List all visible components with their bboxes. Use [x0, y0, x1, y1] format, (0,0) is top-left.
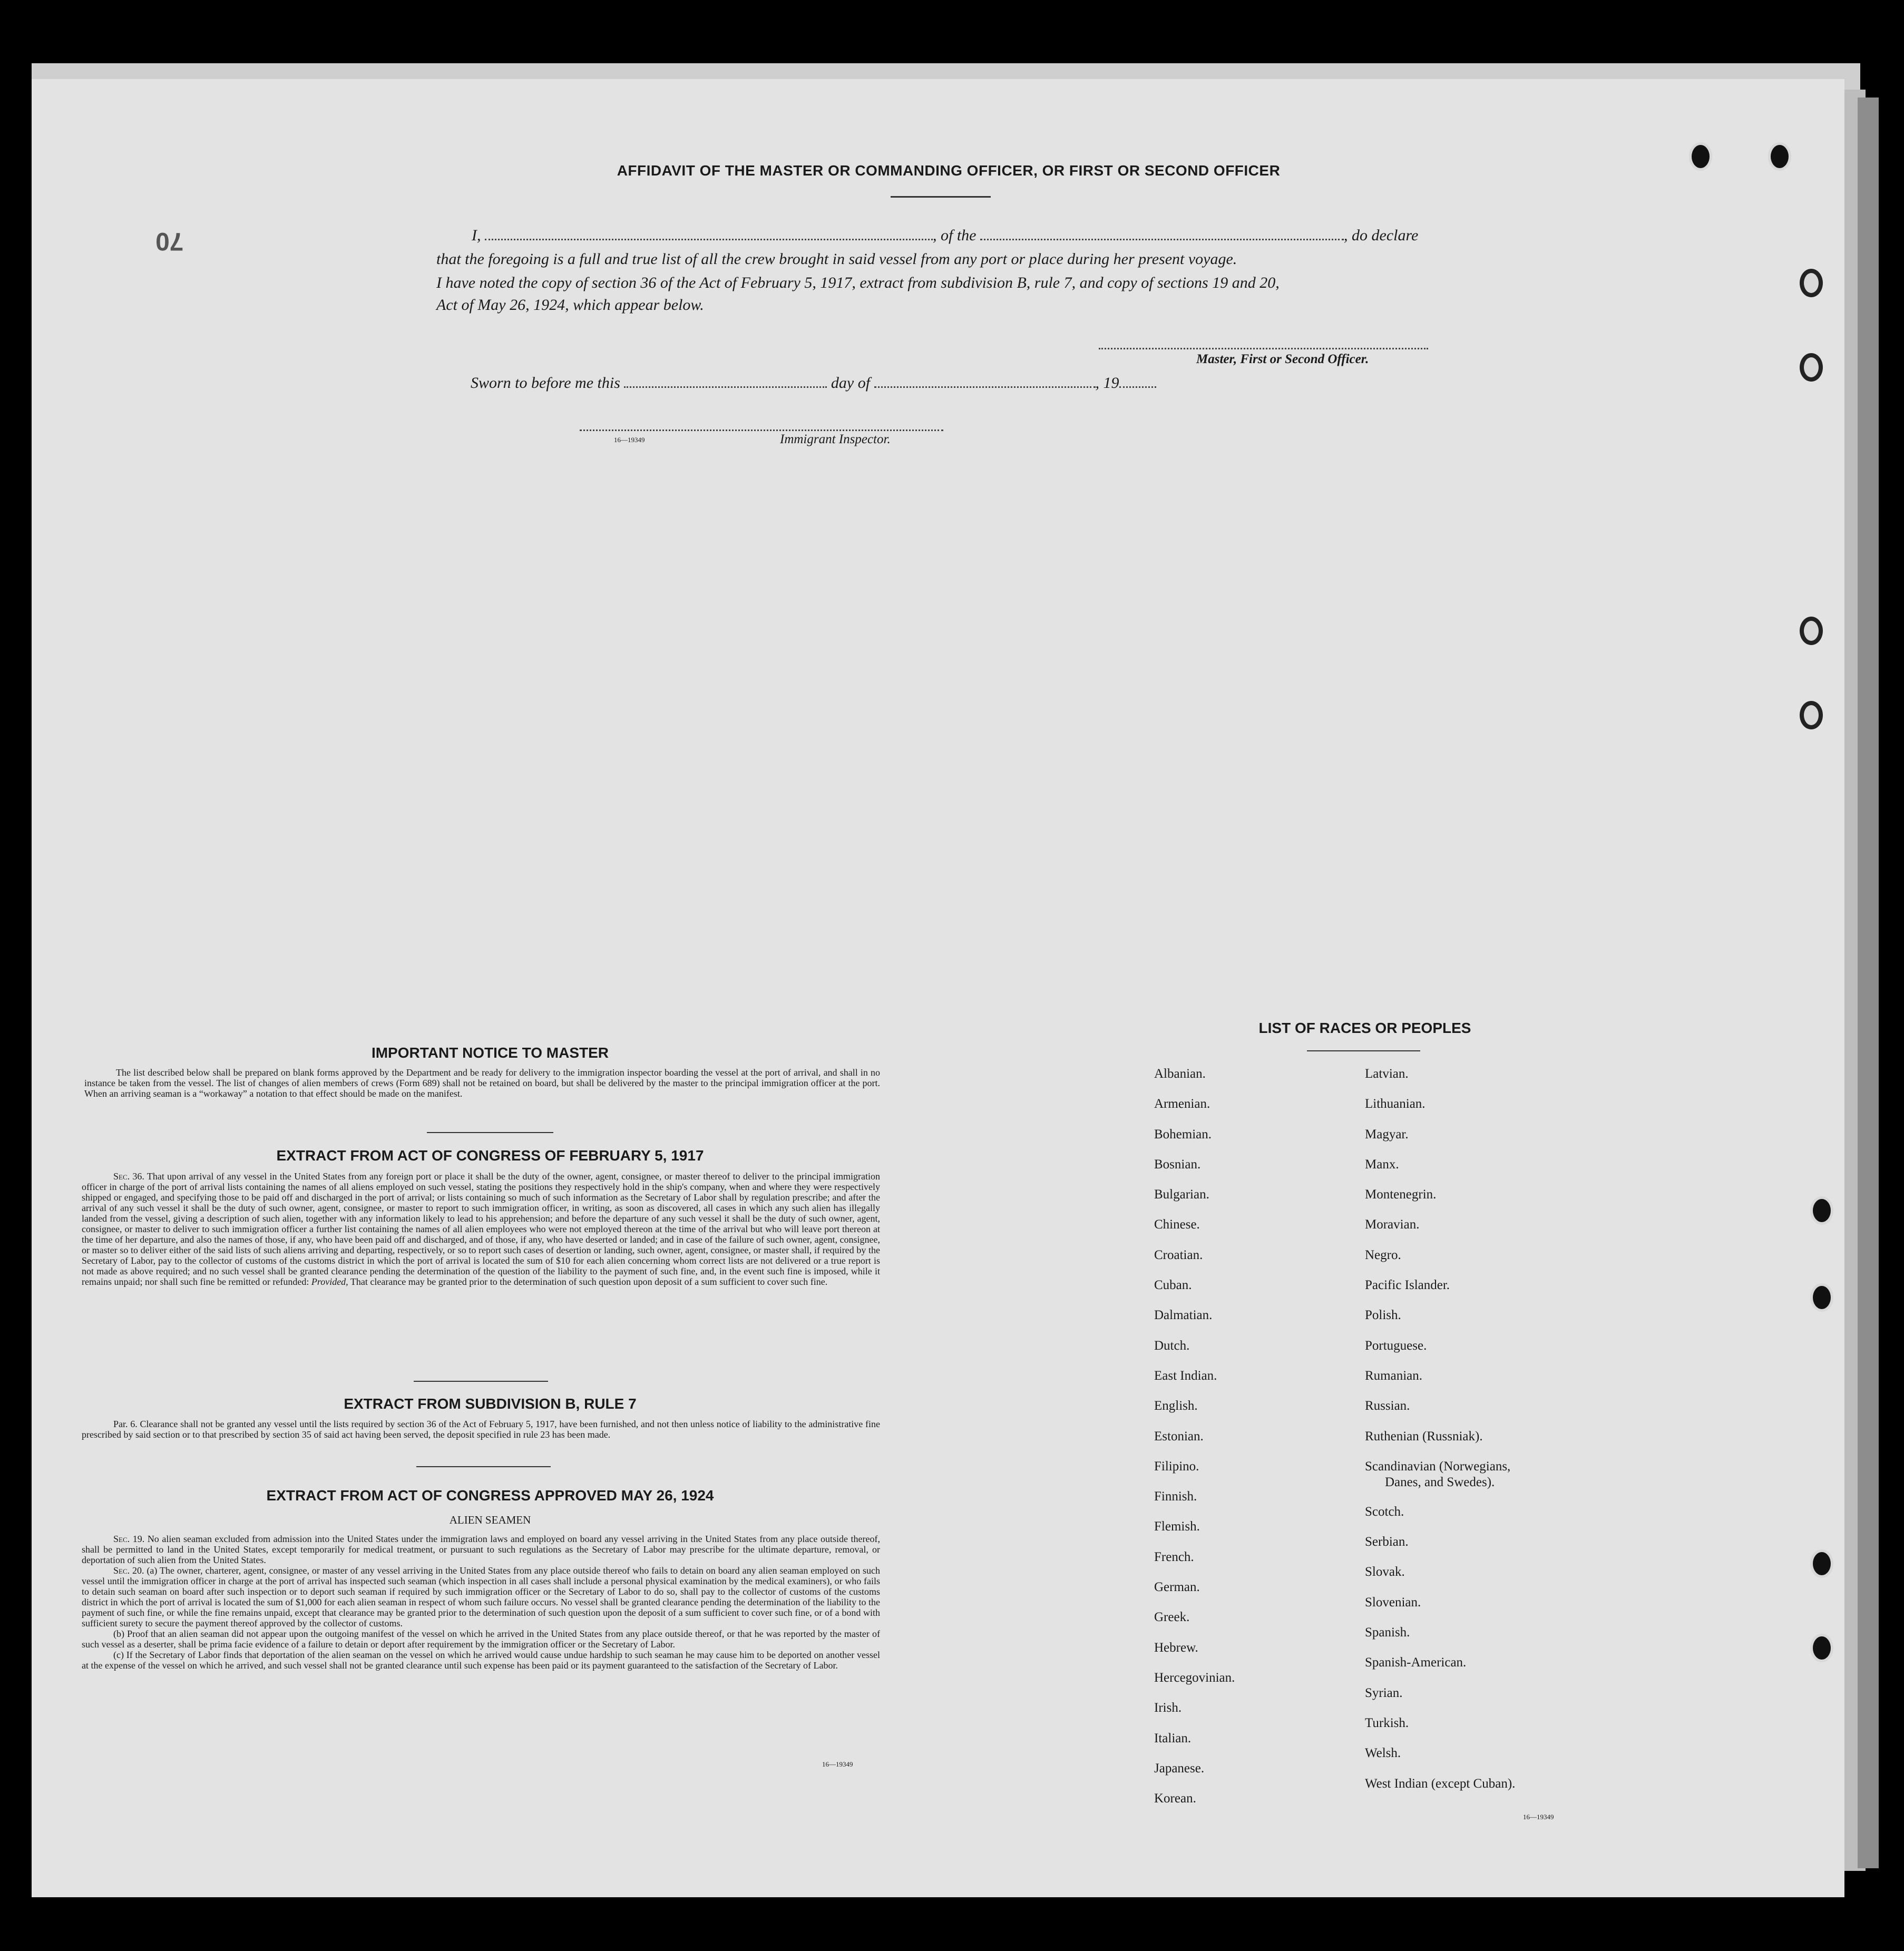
race-item: Bohemian. — [1154, 1127, 1212, 1142]
proviso-text: That clearance may be granted prior to the determination of such question upon deposit of a sum sufficient to cover such fine. — [350, 1276, 828, 1287]
race-item: Russian. — [1365, 1399, 1410, 1413]
sec-19 — [82, 1534, 880, 1565]
race-item: Hercegovinian. — [1154, 1670, 1235, 1685]
sworn-month-blank[interactable] — [874, 386, 1096, 388]
alien-seamen-subtitle: ALIEN SEAMEN — [449, 1514, 531, 1526]
affidavit-declare: , do declare — [1344, 227, 1419, 244]
race-item: Montenegrin. — [1365, 1187, 1437, 1202]
race-item: Magyar. — [1365, 1127, 1409, 1142]
extract-1924-title: EXTRACT FROM ACT OF CONGRESS APPROVED MAY 26, 1924 — [266, 1487, 714, 1504]
race-item: Bulgarian. — [1154, 1187, 1209, 1202]
races-column-2 — [1365, 1066, 1515, 1806]
sec-19-label: Sec. 19. — [113, 1534, 145, 1544]
race-item: Polish. — [1365, 1308, 1401, 1323]
vessel-blank[interactable] — [980, 239, 1344, 240]
race-item: Portuguese. — [1365, 1338, 1427, 1353]
punch-hole-icon — [1768, 142, 1791, 171]
race-item: Rumanian. — [1365, 1368, 1423, 1383]
race-item: Irish. — [1154, 1701, 1182, 1715]
race-item: Bosnian. — [1154, 1157, 1201, 1172]
race-item: Chinese. — [1154, 1217, 1200, 1232]
races-form-number: 16—19349 — [1523, 1813, 1554, 1821]
extract-1924-text — [82, 1534, 880, 1671]
affidavit-line-2: that the foregoing is a full and true list of all the crew brought in said vessel from any port or place during her present voyage. — [436, 250, 1237, 268]
margin-mark: 70 — [155, 227, 184, 255]
race-item: Filipino. — [1154, 1459, 1199, 1474]
race-item: Armenian. — [1154, 1097, 1210, 1111]
affidavit-i: I, — [472, 227, 481, 244]
race-item: Albanian. — [1154, 1067, 1206, 1081]
sec-20a-body: (a) The owner, charterer, agent, consignee, or master of any vessel arriving in the United States from any place outside thereof who fails to detain on board any alien seaman employed on such vessel until the immigration officer in charge at the port of arrival has inspected such seaman (which inspection in all cases shall include a personal physical examination by the medical examiners), or who fails to detain such seaman on board after such inspection or to deport such seaman if required by such immigration officer or the Secretary of Labor to do so, shall pay to the collector of customs of the customs district in which the port of arrival is located the sum of $1,000 for each alien seaman in respect of whom such failure occurs. No vessel shall be granted clearance pending the determination of the liability to the payment of such fine, or while the fine remains unpaid, except that clearance may be granted prior to the determination of such question upon the deposit of a sum sufficient to cover such fine, or of a bond with sufficient surety to secure the payment thereof approved by the collector of customs. — [82, 1565, 881, 1628]
race-item: French. — [1154, 1549, 1194, 1564]
race-item-scandinavian: Scandinavian (Norwegians, — [1365, 1459, 1511, 1474]
section-divider — [416, 1466, 551, 1467]
rule7-title: EXTRACT FROM SUBDIVISION B, RULE 7 — [344, 1396, 637, 1412]
sec-19-body: No alien seaman excluded from admission into the United States under the immigration laws and employed on board any vessel arriving in the United States from any place outside thereof, shall be permitted to land in the United States, except temporarily for medical treatment, or pursuant to such regulations as the Secretary of Labor may prescribe for the ultimate departure, removal, or deportation of such alien from the United States. — [82, 1534, 881, 1565]
races-divider — [1307, 1050, 1420, 1051]
extract-1917-title: EXTRACT FROM ACT OF CONGRESS OF FEBRUARY 5, 1917 — [276, 1147, 704, 1164]
sec-36-label: Sec. 36. — [113, 1171, 144, 1182]
race-item: Spanish-American. — [1365, 1655, 1467, 1670]
race-item: Negro. — [1365, 1247, 1401, 1262]
punch-hole-icon — [1810, 1283, 1833, 1312]
master-signature-line[interactable] — [1099, 348, 1428, 350]
race-item: Estonian. — [1154, 1429, 1204, 1443]
punch-hole-icon — [1689, 142, 1712, 171]
proviso-word: Provided, — [311, 1276, 348, 1287]
race-item: Greek. — [1154, 1610, 1190, 1625]
section-divider — [427, 1132, 553, 1133]
race-item: Flemish. — [1154, 1519, 1200, 1534]
sworn-year: , 19 — [1095, 374, 1119, 392]
sworn-day-blank[interactable] — [624, 386, 827, 388]
sworn-year-blank[interactable] — [1119, 386, 1156, 388]
race-item: Croatian. — [1154, 1247, 1203, 1262]
affidavit-title: AFFIDAVIT OF THE MASTER OR COMMANDING OFFICER, OR FIRST OR SECOND OFFICER — [617, 162, 1281, 179]
race-item: Syrian. — [1365, 1685, 1403, 1700]
notice-text: The list described below shall be prepared on blank forms approved by the Department and be ready for delivery to the immigration inspector boarding the vessel at the port of arrival, and shall in no instance be taken from the vessel. The list of changes of alien members of crews (Form 689) shall not be retained on board, but shall be delivered by the master to the principal immigration officer at the port. When an arriving seaman is a “workaway” a notation to that effect should be made on the manifest. — [84, 1067, 880, 1099]
binder-ring-icon — [1800, 617, 1823, 645]
sec-20a — [82, 1565, 880, 1628]
race-item: Italian. — [1154, 1731, 1192, 1745]
master-signature-label: Master, First or Second Officer. — [1196, 352, 1369, 366]
race-item: English. — [1154, 1399, 1198, 1413]
race-item: German. — [1154, 1580, 1200, 1595]
race-item: Japanese. — [1154, 1761, 1205, 1776]
race-item: Korean. — [1154, 1791, 1196, 1806]
sworn-day-of: day of — [831, 374, 871, 392]
race-item: East Indian. — [1154, 1368, 1217, 1383]
race-item: Dutch. — [1154, 1338, 1190, 1353]
punch-hole-icon — [1810, 1634, 1833, 1662]
race-item: Lithuanian. — [1365, 1097, 1425, 1111]
form-number: 16—19349 — [614, 436, 645, 444]
race-item: Welsh. — [1365, 1746, 1401, 1761]
race-item: Spanish. — [1365, 1625, 1410, 1640]
sworn-label: Sworn to before me this — [471, 374, 620, 392]
binder-ring-icon — [1800, 269, 1823, 297]
affidavit-line-3: I have noted the copy of section 36 of the Act of February 5, 1917, extract from subdivision B, rule 7, and copy of sections 19 and 20, — [436, 274, 1280, 291]
paper-edge-shadow — [1858, 97, 1879, 1868]
race-item: Dalmatian. — [1154, 1308, 1213, 1323]
affidavit-line-4: Act of May 26, 1924, which appear below. — [436, 296, 704, 314]
race-item: Manx. — [1365, 1157, 1399, 1172]
form-number-bottom: 16—19349 — [822, 1760, 853, 1768]
sec-36-body: That upon arrival of any vessel in the United States from any foreign port or place it shall be the duty of the owner, agent, consignee, or master thereof to deliver to the principal immigration officer in charge of the port of arrival lists containing the names of all aliens employed on such vessel, stating the positions they respectively hold in the ship's company, when and where they were respectively shipped or engaged, and specifying those to be paid off and discharged in the port of arrival; or lists containing so much of such information as the Secretary of Labor shall by regulation prescribe; and after the arrival of any such vessel it shall be the duty of such owner, agent, consignee, or master to report to such immigration officer, in writing, as soon as discovered, all cases in which any such alien has illegally landed from the vessel, giving a description of such alien, together with any information likely to lead to his apprehension; and before the departure of any such vessel it shall be the duty of such owner, agent, consignee, or master to deliver to such immigration officer a further list containing the names of all alien employees who were not employed thereon at the time of the arrival but who will leave port thereon at the time of her departure, and also the names of those, if any, who have been paid off and discharged, and of those, if any, who have deserted or landed; and in case of the failure of such owner, agent, consignee, or master so to deliver either of the said lists of such aliens arriving and departing, respectively, or so to report such cases of desertion or landing, such owner, agent, consignee, or master shall, if required by the Secretary of Labor, pay to the collector of customs of the customs district in which the port of arrival is located the sum of $10 for each alien concerning whom correct lists are not delivered or a true report is not made as above required; and no such vessel shall be granted clearance pending the determination of the question of the liability to the payment of such fine, and, in the event such fine is imposed, while it remains unpaid; nor shall such fine be remitted or refunded: — [82, 1171, 881, 1287]
race-item: West Indian (except Cuban). — [1365, 1776, 1516, 1791]
sec-20-label: Sec. 20. — [113, 1565, 144, 1576]
notice-title: IMPORTANT NOTICE TO MASTER — [371, 1045, 609, 1061]
race-item: Slovenian. — [1365, 1595, 1421, 1609]
race-item: Moravian. — [1365, 1217, 1420, 1232]
binder-ring-icon — [1800, 353, 1823, 382]
race-item — [1365, 1459, 1515, 1504]
race-item-scandinavian-cont: Danes, and Swedes). — [1385, 1475, 1495, 1489]
name-blank[interactable] — [485, 239, 933, 240]
sworn-line — [471, 374, 1156, 392]
rule7-text: Par. 6. Clearance shall not be granted any vessel until the lists required by section 36 of the Act of February 5, 1917, have been furnished, and not then unless notice of liability to the administrative fine prescribed by said section or to that prescribed by section 35 of said act having been served, the deposit specified in rule 23 has been made. — [82, 1419, 880, 1440]
affidavit-line-1 — [472, 227, 1418, 245]
race-item: Latvian. — [1365, 1067, 1409, 1081]
sec-20c: (c) If the Secretary of Labor finds that deportation of the alien seaman on the vessel on which he arrived would cause undue hardship to such seaman he may cause him to be deported on another vessel at the expense of the vessel on which he arrived, and such vessel shall not be granted clearance until such expense has been paid or its payment guaranteed to the satisfaction of the Secretary of Labor. — [82, 1650, 880, 1671]
section-divider — [414, 1381, 548, 1382]
inspector-signature-label: Immigrant Inspector. — [780, 432, 891, 446]
race-item: Hebrew. — [1154, 1640, 1198, 1655]
race-item: Serbian. — [1365, 1535, 1409, 1549]
race-item: Ruthenian (Russniak). — [1365, 1429, 1483, 1443]
extract-1917-text — [82, 1171, 880, 1287]
races-column-1 — [1154, 1066, 1235, 1821]
races-title: LIST OF RACES OR PEOPLES — [1258, 1020, 1471, 1036]
affidavit-of-the: , of the — [933, 227, 977, 244]
race-item: Turkish. — [1365, 1715, 1409, 1730]
race-item: Cuban. — [1154, 1278, 1192, 1293]
sec-20b: (b) Proof that an alien seaman did not appear upon the outgoing manifest of the vessel on which he arrived in the United States from any place outside thereof, or that he was reported by the master of such vessel as a deserter, shall be prima facie evidence of a failure to detain or deport after requirement by the immigration officer or the Secretary of Labor. — [82, 1628, 880, 1650]
race-item: Scotch. — [1365, 1504, 1404, 1519]
race-item: Pacific Islander. — [1365, 1278, 1450, 1293]
punch-hole-icon — [1810, 1196, 1833, 1225]
title-divider — [891, 196, 991, 198]
punch-hole-icon — [1810, 1549, 1833, 1578]
binder-ring-icon — [1800, 701, 1823, 729]
race-item: Finnish. — [1154, 1489, 1197, 1504]
race-item: Slovak. — [1365, 1565, 1405, 1579]
